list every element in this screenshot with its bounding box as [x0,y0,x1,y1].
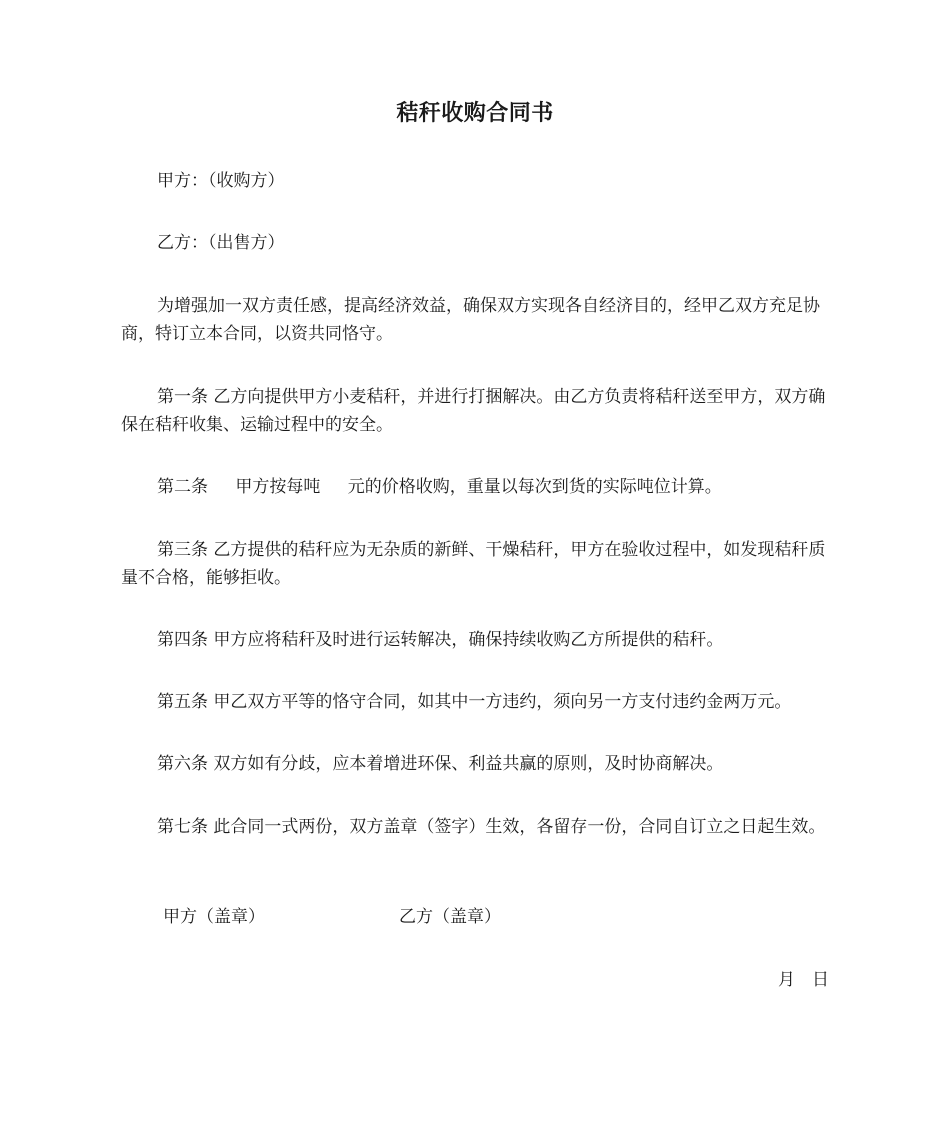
article-2: 第二条 甲方按每吨 元的价格收购，重量以每次到货的实际吨位计算。 [157,477,722,497]
article-3: 第三条 乙方提供的秸秆应为无杂质的新鲜、干燥秸秆，甲方在验收过程中，如发现秸秆质量不合格，能够拒收。 [121,540,826,588]
party-b-signature: 乙方（盖章） [399,907,501,927]
party-a-signature: 甲方（盖章） [163,907,265,927]
date-line: 月 日 [778,970,829,990]
preamble-paragraph: 为增强加一双方责任感，提高经济效益，确保双方实现各自经济目的，经甲乙双方充足协商，特订立本合同，以资共同恪守。 [121,296,820,344]
party-b-line: 乙方：（出售方） [157,233,285,253]
article-7: 第七条 此合同一式两份，双方盖章（签字）生效，各留存一份，合同自订立之日起生效。 [157,817,826,837]
article-5: 第五条 甲乙双方平等的恪守合同，如其中一方违约，须向另一方支付违约金两万元。 [157,692,792,712]
article-6: 第六条 双方如有分歧，应本着增进环保、利益共赢的原则，及时协商解决。 [157,754,724,774]
article-1: 第一条 乙方向提供甲方小麦秸秆，并进行打捆解决。由乙方负责将秸秆送至甲方，双方确保在秸秆收集、运输过程中的安全。 [121,387,826,435]
article-4: 第四条 甲方应将秸秆及时进行运转解决，确保持续收购乙方所提供的秸秆。 [157,630,724,650]
page-title: 秸秆收购合同书 [396,101,554,126]
party-a-line: 甲方：（收购方） [157,171,285,191]
